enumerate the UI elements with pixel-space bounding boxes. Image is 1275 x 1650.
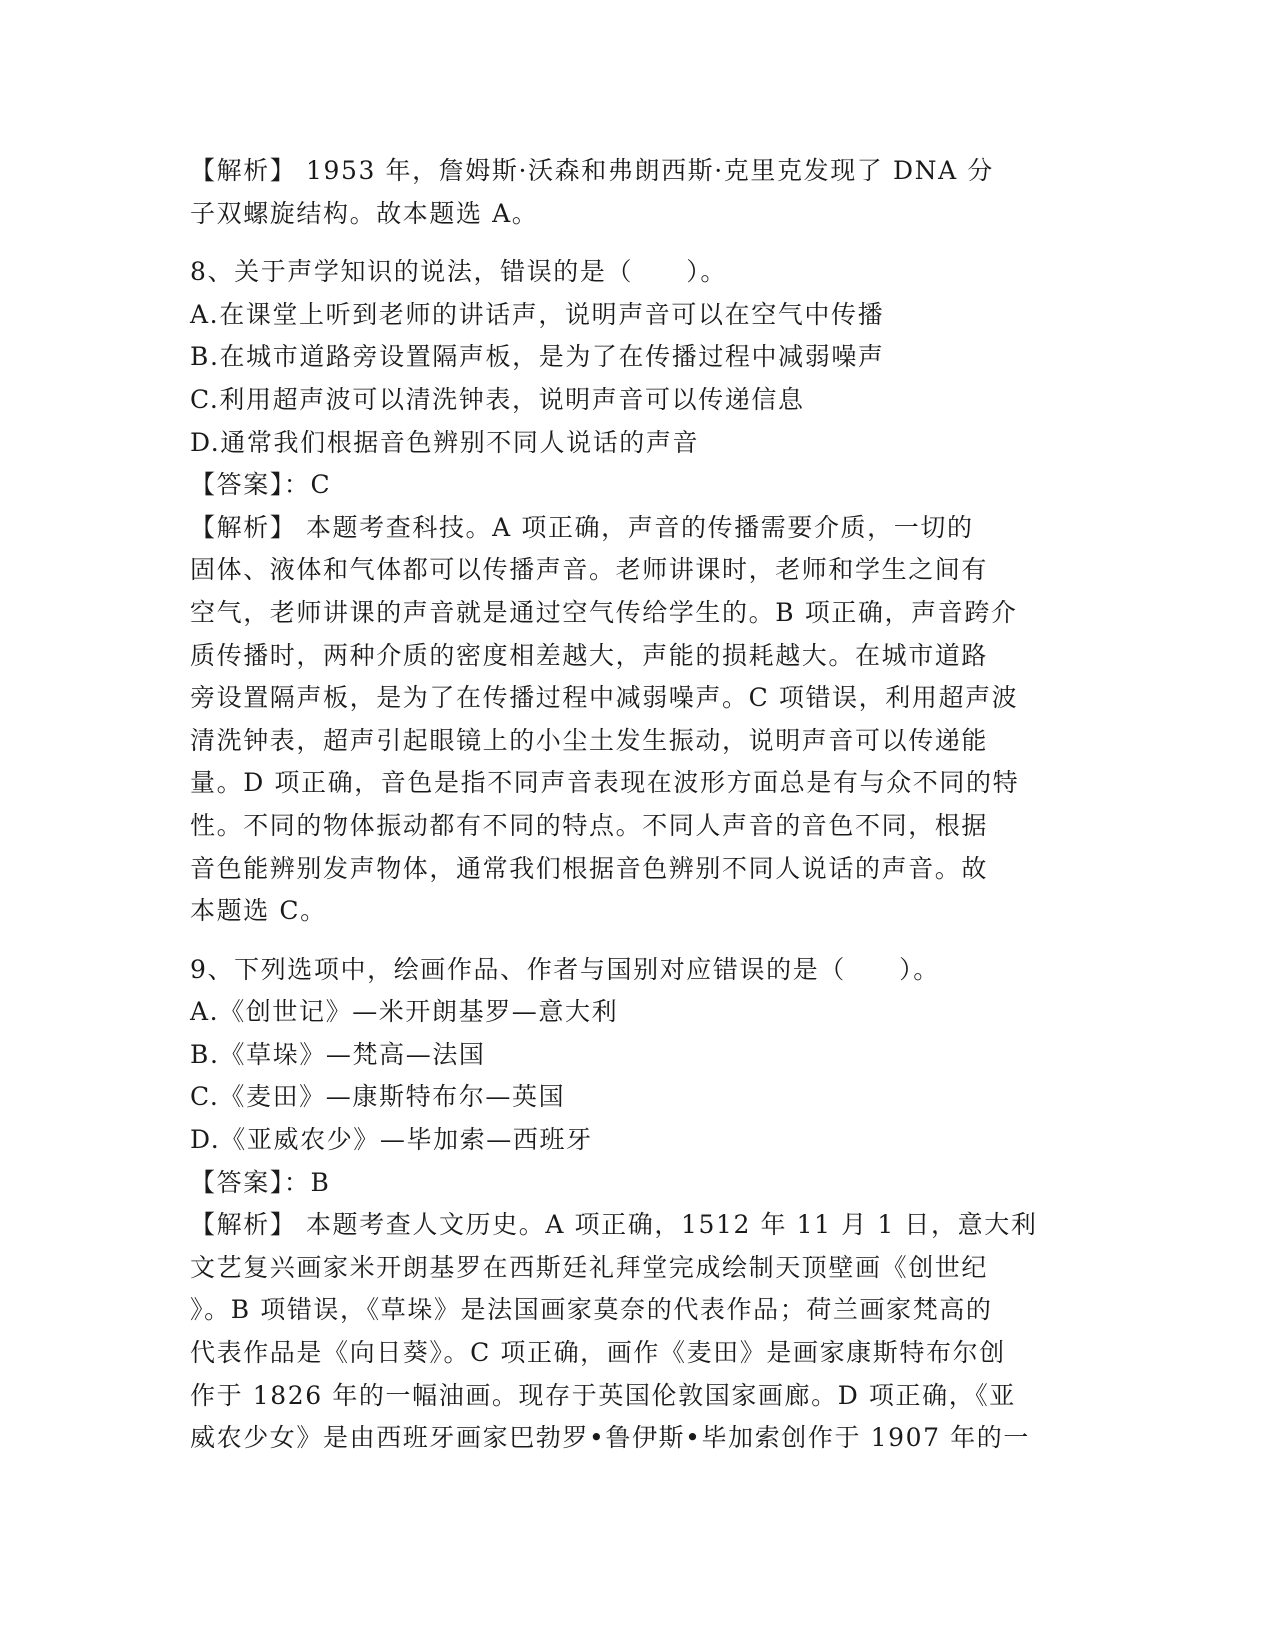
analysis-line: 代表作品是《向日葵》。C 项正确，画作《麦田》是画家康斯特布尔创	[190, 1338, 1006, 1368]
analysis-line: 【解析】 本题考查人文历史。A 项正确，1512 年 11 月 1 日，意大利	[190, 1210, 1038, 1240]
paragraph-gap	[190, 235, 1090, 251]
analysis-line: 旁设置隔声板，是为了在传播过程中减弱噪声。C 项错误，利用超声波	[190, 683, 1019, 713]
analysis-line: 质传播时，两种介质的密度相差越大，声能的损耗越大。在城市道路	[190, 640, 989, 670]
option-a: A.在课堂上听到老师的讲话声，说明声音可以在空气中传播	[190, 299, 885, 329]
option-a: A.《创世记》—米开朗基罗—意大利	[190, 997, 619, 1027]
text-line: 子双螺旋结构。故本题选 A。	[190, 198, 539, 228]
analysis-block-7	[190, 150, 1090, 235]
analysis-line: 性。不同的物体振动都有不同的特点。不同人声音的音色不同，根据	[190, 810, 989, 840]
option-d: D.《亚威农少》—毕加索—西班牙	[190, 1125, 593, 1155]
analysis-line: 清洗钟表，超声引起眼镜上的小尘土发生振动，说明声音可以传递能	[190, 725, 989, 755]
question-stem: 8、关于声学知识的说法，错误的是（ ）。	[190, 257, 728, 287]
analysis-line: 【解析】 本题考查科技。A 项正确，声音的传播需要介质，一切的	[190, 512, 974, 542]
analysis-line: 音色能辨别发声物体，通常我们根据音色辨别不同人说话的声音。故	[190, 853, 989, 883]
analysis-line: 空气，老师讲课的声音就是通过空气传给学生的。B 项正确，声音跨介	[190, 597, 1018, 627]
paragraph-gap	[190, 933, 1090, 949]
option-d: D.通常我们根据音色辨别不同人说话的声音	[190, 427, 700, 457]
answer-line: 【答案】：C	[190, 470, 332, 500]
analysis-line: 固体、液体和气体都可以传播声音。老师讲课时，老师和学生之间有	[190, 555, 989, 585]
option-b: B.在城市道路旁设置隔声板，是为了在传播过程中减弱噪声	[190, 342, 885, 372]
analysis-line: 量。D 项正确，音色是指不同声音表现在波形方面总是有与众不同的特	[190, 768, 1020, 798]
option-c: C.利用超声波可以清洗钟表，说明声音可以传递信息	[190, 384, 805, 414]
analysis-line: 作于 1826 年的一幅油画。现存于英国伦敦国家画廊。D 项正确，《亚	[190, 1380, 1017, 1410]
analysis-line: 威农少女》是由西班牙画家巴勃罗•鲁伊斯•毕加索创作于 1907 年的一	[190, 1423, 1031, 1453]
question-8	[190, 251, 1090, 933]
option-c: C.《麦田》—康斯特布尔—英国	[190, 1082, 566, 1112]
option-b: B.《草垛》—梵高—法国	[190, 1039, 486, 1069]
answer-line: 【答案】：B	[190, 1167, 331, 1197]
text-line: 【解析】 1953 年，詹姆斯·沃森和弗朗西斯·克里克发现了 DNA 分	[190, 156, 994, 185]
analysis-line: 》。B 项错误，《草垛》是法国画家莫奈的代表作品；荷兰画家梵高的	[190, 1295, 993, 1325]
question-stem: 9、下列选项中，绘画作品、作者与国别对应错误的是（ ）。	[190, 954, 940, 984]
analysis-line: 本题选 C。	[190, 896, 327, 926]
document-page	[190, 150, 1090, 1460]
analysis-line: 文艺复兴画家米开朗基罗在西斯廷礼拜堂完成绘制天顶壁画《创世纪	[190, 1252, 989, 1282]
question-9	[190, 949, 1090, 1460]
